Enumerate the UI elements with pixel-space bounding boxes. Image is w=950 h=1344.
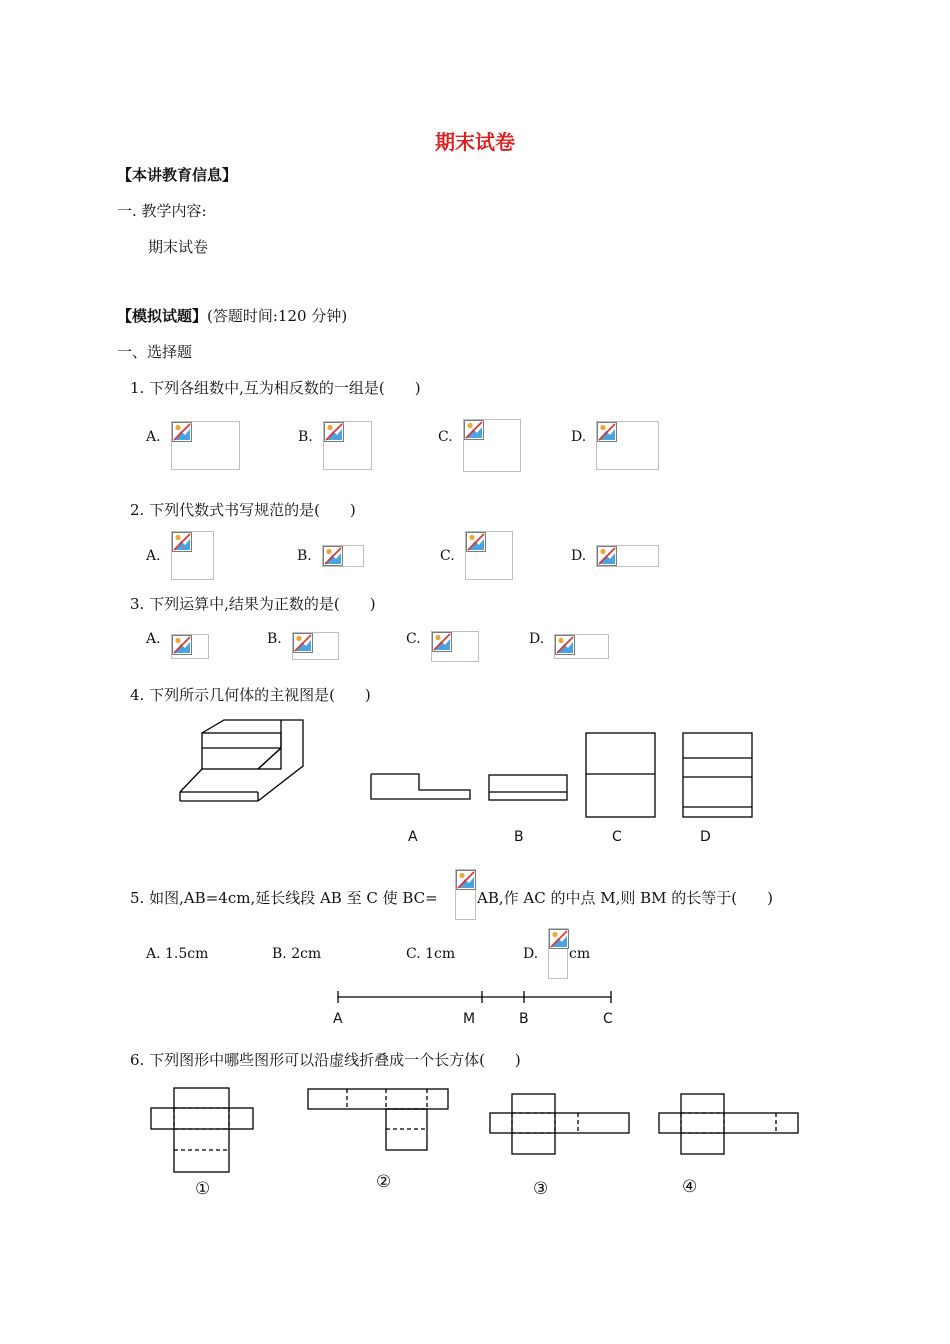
broken-image-icon (466, 532, 486, 552)
q5-option-d-unit: cm (569, 946, 591, 962)
q4-label-a: A (408, 829, 418, 845)
q5-point-m: M (463, 1011, 476, 1027)
q6-net-figure-2 (307, 1088, 450, 1152)
question-4-stem: 4. 下列所示几何体的主视图是( ) (130, 686, 371, 704)
q2-option-a-label: A. (146, 548, 161, 564)
q5-fraction-image (455, 869, 476, 920)
broken-image-icon (597, 546, 617, 566)
broken-image-icon (324, 422, 344, 442)
q2-option-c-label: C. (440, 548, 455, 564)
q1-option-b-label: B. (298, 429, 313, 445)
page-title: 期末试卷 (435, 130, 515, 154)
q2-option-b-image (322, 545, 364, 567)
q6-label-2: ② (376, 1172, 392, 1192)
q4-label-d: D (700, 829, 711, 845)
broken-image-icon (293, 633, 313, 653)
q4-label-b: B (514, 829, 524, 845)
broken-image-icon (456, 870, 476, 890)
broken-image-icon (172, 635, 192, 655)
time-note: (答题时间:120 分钟) (207, 307, 348, 325)
q4-solid-figure (178, 720, 308, 804)
q3-option-d-image (554, 634, 609, 659)
mock-test-header (117, 305, 347, 326)
q5-option-c: C. 1cm (406, 946, 456, 962)
question-1-stem: 1. 下列各组数中,互为相反数的一组是( ) (130, 379, 421, 397)
broken-image-icon (464, 420, 484, 440)
q2-option-d-label: D. (571, 548, 587, 564)
q5-point-b: B (519, 1011, 529, 1027)
q6-net-figure-1 (150, 1087, 255, 1173)
broken-image-icon (172, 422, 192, 442)
teaching-content-value: 期末试卷 (148, 238, 209, 256)
q6-label-1: ① (195, 1179, 211, 1199)
question-2-stem: 2. 下列代数式书写规范的是( ) (130, 501, 356, 519)
q2-option-c-image (465, 531, 513, 580)
q5-point-a: A (333, 1011, 343, 1027)
teaching-content-label: 一. 教学内容: (117, 202, 207, 220)
q1-option-a-image (171, 421, 240, 470)
question-3-stem: 3. 下列运算中,结果为正数的是( ) (130, 595, 376, 613)
q6-label-4: ④ (682, 1177, 698, 1197)
q4-option-d-figure (682, 732, 753, 818)
mock-test-title: 【模拟试题】 (117, 307, 208, 325)
q1-option-c-label: C. (438, 429, 453, 445)
question-6-stem: 6. 下列图形中哪些图形可以沿虚线折叠成一个长方体( ) (130, 1051, 521, 1069)
broken-image-icon (432, 632, 452, 652)
q5-option-d-label: D. (523, 946, 539, 962)
q2-option-b-label: B. (297, 548, 312, 564)
q2-option-a-image (171, 531, 214, 580)
q5-point-c: C (603, 1011, 613, 1027)
q5-option-a: A. 1.5cm (146, 946, 209, 962)
q4-option-c-figure (585, 732, 656, 818)
broken-image-icon (172, 532, 192, 552)
question-5-stem-part2: AB,作 AC 的中点 M,则 BM 的长等于( ) (477, 889, 773, 907)
q3-option-b-label: B. (267, 631, 282, 647)
part-choice-title: 一、选择题 (117, 343, 193, 361)
q6-label-3: ③ (533, 1179, 549, 1199)
q4-option-a-figure (370, 773, 471, 800)
q3-option-b-image (292, 632, 339, 660)
q5-option-d-image (548, 928, 568, 979)
q3-option-c-image (431, 631, 479, 662)
broken-image-icon (323, 546, 343, 566)
q6-net-figure-4 (658, 1093, 800, 1155)
q3-option-d-label: D. (529, 631, 545, 647)
broken-image-icon (597, 422, 617, 442)
q4-option-b-figure (488, 774, 568, 801)
q3-option-a-label: A. (146, 631, 161, 647)
q1-option-d-label: D. (571, 429, 587, 445)
broken-image-icon (549, 929, 569, 949)
q5-line-segment-figure (337, 989, 613, 1005)
broken-image-icon (555, 635, 575, 655)
q1-option-d-image (596, 421, 659, 470)
q6-net-figure-3 (489, 1093, 631, 1155)
q4-label-c: C (612, 829, 622, 845)
q1-option-b-image (323, 421, 372, 470)
q1-option-a-label: A. (146, 429, 161, 445)
section-header-info: 【本讲教育信息】 (117, 166, 238, 184)
q2-option-d-image (596, 545, 659, 567)
question-5-stem-part1: 5. 如图,AB=4cm,延长线段 AB 至 C 使 BC= (130, 889, 438, 907)
q3-option-c-label: C. (406, 631, 421, 647)
q1-option-c-image (463, 419, 521, 472)
q3-option-a-image (171, 634, 209, 659)
q5-option-b: B. 2cm (272, 946, 322, 962)
